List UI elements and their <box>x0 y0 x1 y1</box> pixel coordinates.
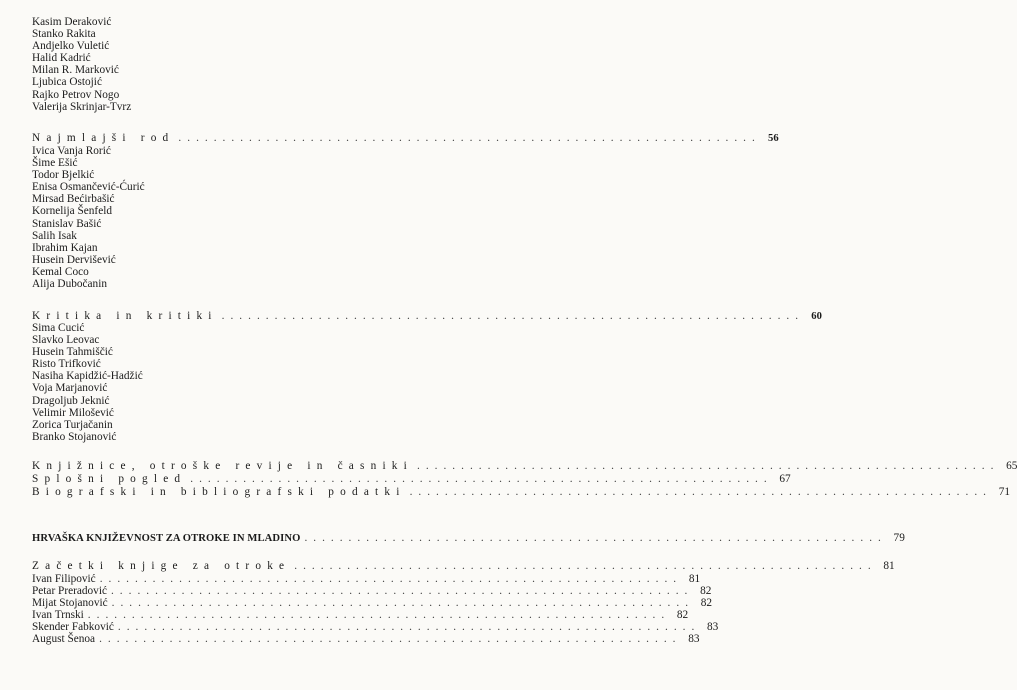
toc-entry-title: Začetki knjige za otroke <box>32 560 291 572</box>
list-item: Kasim Deraković <box>32 16 112 28</box>
toc-entry-page: 71 <box>998 486 1010 498</box>
toc-entry-page: 65 <box>1006 460 1017 472</box>
leader-dots: .................................................................. <box>110 585 694 597</box>
list-item: Zorica Turjačanin <box>32 418 113 431</box>
leader-dots: .................................................................. <box>111 597 695 609</box>
leader-dots: .................................................................. <box>294 560 877 572</box>
leader-dots: .................................................................. <box>417 460 1000 472</box>
list-item: Salih Isak <box>32 229 77 242</box>
toc-entry-author <box>32 597 713 609</box>
list-item: Husein Tahmiščić <box>32 346 113 359</box>
list-item: Halid Kadrić <box>32 52 91 65</box>
toc-entry-najmlajsi-rod <box>32 132 779 145</box>
list-item: Stanko Rakita <box>32 28 96 41</box>
toc-entry-title: Skender Fabković <box>32 621 114 633</box>
toc-entry-page: 79 <box>893 532 905 544</box>
list-item: Todor Bjelkić <box>32 169 95 182</box>
list-item: Ljubica Ostojić <box>32 76 102 89</box>
leader-dots: .................................................................. <box>178 132 761 144</box>
list-item: Enisa Osmančević-Ćurić <box>32 181 145 194</box>
toc-entry-hrvaska <box>32 532 905 545</box>
leader-dots: .................................................................. <box>190 473 773 485</box>
toc-entry-title: Biografski in bibliografski podatki <box>32 486 406 498</box>
list-item: Ivica Vanja Rorić <box>32 145 111 157</box>
list-item: Šime Ešić <box>32 157 78 170</box>
toc-entry-zacetki <box>32 560 895 572</box>
toc-entry-page: 56 <box>768 133 779 144</box>
toc-entry-author <box>32 609 689 621</box>
list-item: Sima Cucić <box>32 322 85 334</box>
toc-entry-title: Ivan Filipović <box>32 573 96 585</box>
list-item: Mirsad Bećirbašić <box>32 193 115 206</box>
list-item: Risto Trifković <box>32 358 101 371</box>
toc-entry-title: Knjižnice, otroške revije in časniki <box>32 460 413 472</box>
author-list-1 <box>32 16 131 113</box>
toc-entry-page: 83 <box>688 633 700 645</box>
toc-entry-page: 82 <box>700 585 712 597</box>
list-item: Slavko Leovac <box>32 334 100 347</box>
toc-entry-page: 81 <box>883 560 895 572</box>
toc-entry-splosni-pogled <box>32 473 791 485</box>
toc-entry-title: August Šenoa <box>32 633 96 645</box>
list-item: Kornelija Šenfeld <box>32 205 112 218</box>
toc-entry-title: Petar Preradović <box>32 585 107 597</box>
toc-entry-biografski <box>32 486 1010 498</box>
author-list-3 <box>32 322 143 443</box>
toc-entry-author <box>32 573 701 585</box>
toc-entry-title: Kritika in kritiki <box>32 310 218 322</box>
toc-entry-page: 67 <box>779 473 791 485</box>
list-item: Voja Marjanović <box>32 382 108 395</box>
toc-entry-title: Ivan Trnski <box>32 609 84 621</box>
list-item: Dragoljub Jeknić <box>32 394 110 407</box>
toc-entry-title: Najmlajši rod <box>32 132 175 144</box>
toc-entry-page: 82 <box>700 597 713 609</box>
leader-dots: .................................................................. <box>409 486 992 498</box>
toc-entry-knjiznice <box>32 460 1017 472</box>
list-item: Husein Dervišević <box>32 253 116 266</box>
toc-entry-page: 60 <box>811 311 823 322</box>
list-item: Andjelko Vuletić <box>32 40 110 53</box>
list-item: Kemal Coco <box>32 265 89 278</box>
list-item: Velimir Milošević <box>32 406 114 419</box>
toc-entry-page: 82 <box>676 609 689 621</box>
toc-entry-author <box>32 585 712 597</box>
list-item: Nasiha Kapidžić-Hadžić <box>32 370 143 383</box>
leader-dots: .................................................................. <box>87 609 671 621</box>
toc-entry-title: Splošni pogled <box>32 473 187 485</box>
list-item: Valerija Skrinjar-Tvrz <box>32 100 132 113</box>
list-item: Stanislav Bašić <box>32 217 102 230</box>
list-item: Rajko Petrov Nogo <box>32 88 120 101</box>
leader-dots: .................................................................. <box>117 621 701 633</box>
toc-entry-author <box>32 633 700 645</box>
list-item: Ibrahim Kajan <box>32 241 98 254</box>
toc-entry-title: HRVAŠKA KNJIŽEVNOST ZA OTROKE IN MLADINO <box>32 533 301 544</box>
leader-dots: .................................................................. <box>304 532 887 544</box>
leader-dots: .................................................................. <box>99 573 683 585</box>
toc-entry-page: 81 <box>688 573 701 585</box>
author-list-2 <box>32 145 145 290</box>
leader-dots: .................................................................. <box>99 633 682 645</box>
toc-entry-page: 83 <box>707 621 719 633</box>
list-item: Milan R. Marković <box>32 64 119 77</box>
toc-entry-title: Mijat Stojanović <box>32 597 108 609</box>
leader-dots: .................................................................. <box>221 310 805 322</box>
toc-entry-author <box>32 621 719 633</box>
list-item: Alija Dubočanin <box>32 278 107 291</box>
list-item: Branko Stojanović <box>32 430 117 443</box>
